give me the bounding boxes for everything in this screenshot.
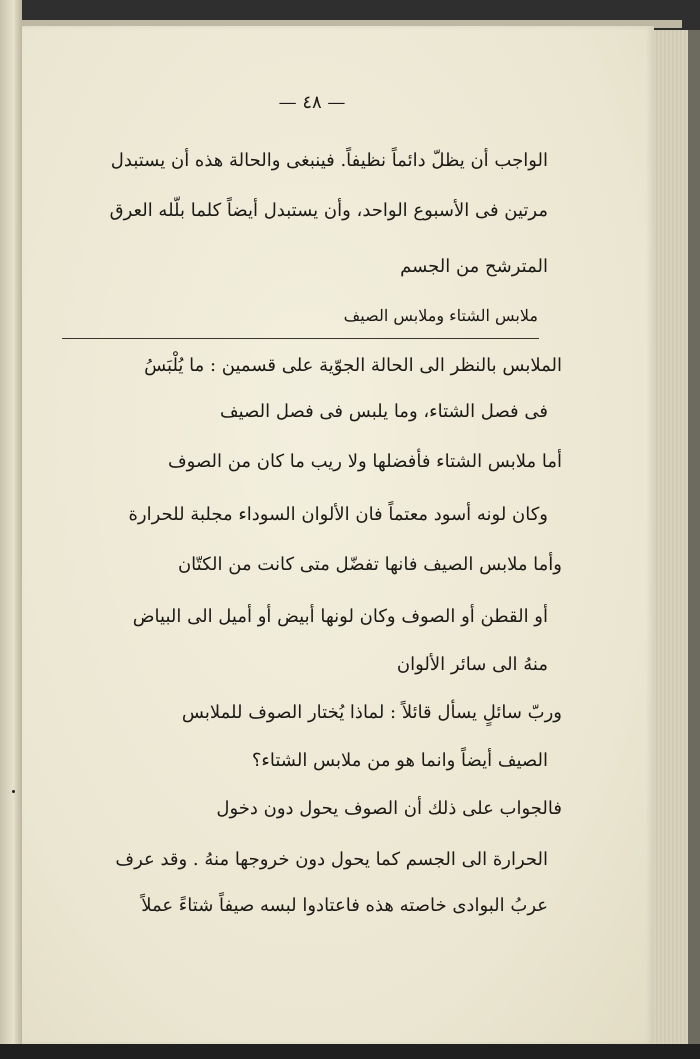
text-line: منهُ الى سائر الألوان xyxy=(396,654,548,675)
page-shadow xyxy=(688,30,700,1044)
text-line: أما ملابس الشتاء فأفضلها ولا ريب ما كان من الصوف xyxy=(167,451,562,472)
text-line: الملابس بالنظر الى الحالة الجوّية على قسمين : ما يُلْبَسُ xyxy=(144,355,562,376)
text-line: الحرارة الى الجسم كما يحول دون خروجها منهُ . وقد عرف xyxy=(115,849,548,870)
text-line: الصيف أيضاً وانما هو من ملابس الشتاء؟ xyxy=(251,750,548,771)
section-heading: ملابس الشتاء وملابس الصيف xyxy=(343,306,538,325)
text-line: وربّ سائلٍ يسأل قائلاً : لماذا يُختار الصوف للملابس xyxy=(181,702,562,723)
heading-underline xyxy=(62,338,539,339)
text-line: فالجواب على ذلك أن الصوف يحول دون دخول xyxy=(216,798,562,819)
text-line: مرتين فى الأسبوع الواحد، وأن يستبدل أيضاً كلما بلّله العرق xyxy=(109,200,548,221)
margin-mark xyxy=(12,790,15,793)
text-line: المترشح من الجسم xyxy=(400,256,548,277)
left-page-edge xyxy=(0,0,22,1059)
body-text xyxy=(62,0,562,1059)
text-line: عربُ البوادى خاصته هذه فاعتادوا لبسه صيفاً شتاءً عملاً xyxy=(141,895,548,916)
text-line: وأما ملابس الصيف فانها تفضّل متى كانت من الكتّان xyxy=(177,554,562,575)
text-line: أو القطن أو الصوف وكان لونها أبيض أو أميل الى البياض xyxy=(132,606,548,627)
page-number: — ٤٨ — xyxy=(278,92,346,113)
page-fore-edge xyxy=(654,30,688,1044)
text-line: وكان لونه أسود معتماً فان الألوان السوداء مجلبة للحرارة xyxy=(128,504,548,525)
text-line: الواجب أن يظلّ دائماً نظيفاً. فينبغى والحالة هذه أن يستبدل xyxy=(110,150,548,171)
text-line: فى فصل الشتاء، وما يلبس فى فصل الصيف xyxy=(219,401,548,422)
